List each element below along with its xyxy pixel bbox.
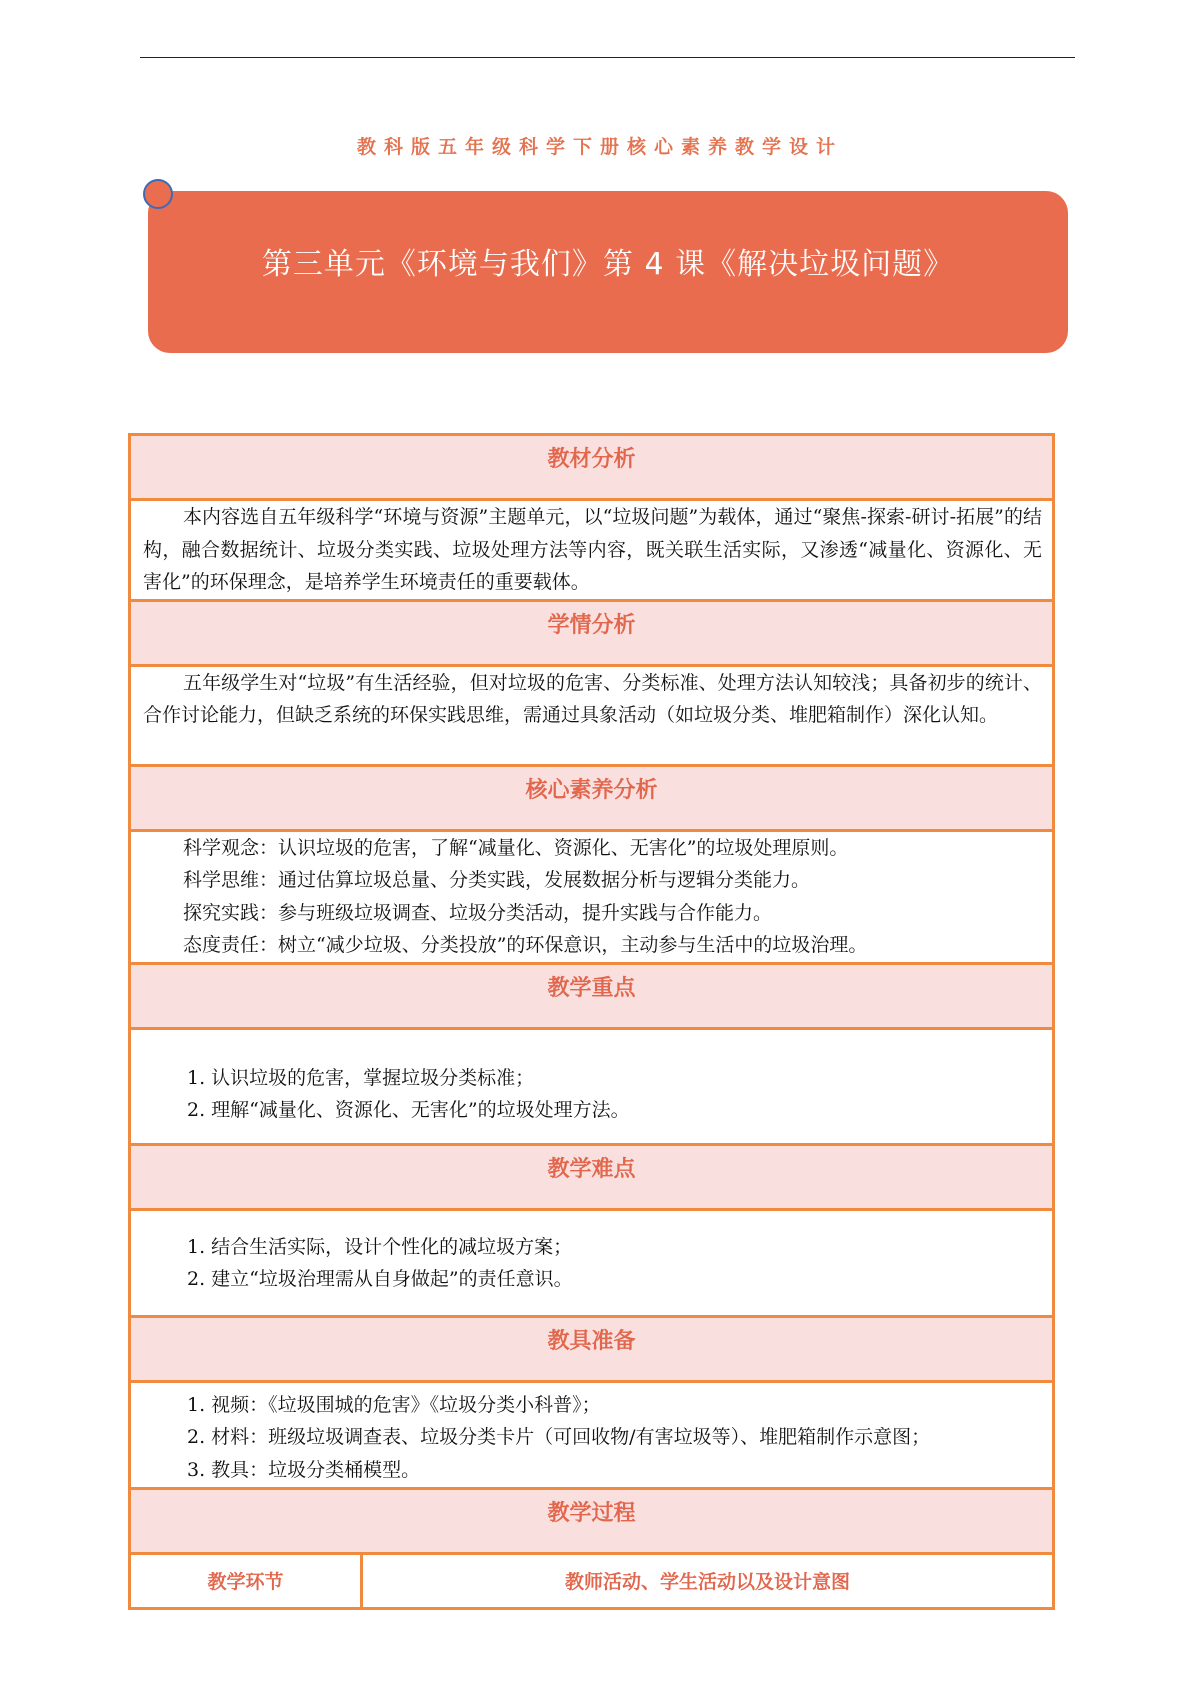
keypoint-item: 1. 认识垃圾的危害，掌握垃圾分类标准； — [187, 1066, 535, 1089]
material-item: 2. 材料：班级垃圾调查表、垃圾分类卡片（可回收物/有害垃圾等）、堆肥箱制作示意图； — [187, 1426, 931, 1448]
keypoint-item: 2. 理解“减量化、资源化、无害化”的垃圾处理方法。 — [187, 1099, 630, 1121]
section-heading-difficulties: 教学难点 — [130, 1144, 1054, 1209]
section-body-keypoints — [130, 1028, 1054, 1144]
literacy-line: 科学思维：通过估算垃圾总量、分类实践，发展数据分析与逻辑分类能力。 — [183, 869, 811, 891]
section-body-materials — [130, 1381, 1054, 1488]
section-heading-materials: 教具准备 — [130, 1316, 1054, 1381]
difficulty-item: 2. 建立“垃圾治理需从自身做起”的责任意识。 — [187, 1268, 573, 1290]
literacy-line: 科学观念：认识垃圾的危害，了解“减量化、资源化、无害化”的垃圾处理原则。 — [183, 836, 849, 859]
column-header-activities: 教师活动、学生活动以及设计意图 — [362, 1553, 1054, 1608]
column-header-stage: 教学环节 — [130, 1553, 362, 1608]
textbook-analysis-text: 本内容选自五年级科学“环境与资源”主题单元，以“垃圾问题”为载体，通过“聚焦-探索-研讨-拓展”的结构，融合数据统计、垃圾分类实践、垃圾处理方法等内容，既关联生活实际，又渗透“减量化、资源化、无害化”的环保理念，是培养学生环境责任的重要载体。 — [143, 506, 1042, 593]
literacy-line: 态度责任：树立“减少垃圾、分类投放”的环保意识，主动参与生活中的垃圾治理。 — [183, 934, 868, 956]
material-item: 3. 教具：垃圾分类桶模型。 — [187, 1458, 421, 1481]
literacy-line: 探究实践：参与班级垃圾调查、垃圾分类活动，提升实践与合作能力。 — [183, 901, 773, 924]
section-body-difficulties — [130, 1209, 1054, 1316]
section-body-literacy — [130, 830, 1054, 963]
section-heading-literacy: 核心素养分析 — [130, 765, 1054, 830]
material-item: 1. 视频：《垃圾围城的危害》《垃圾分类小科普》； — [187, 1393, 601, 1416]
section-heading-process: 教学过程 — [130, 1488, 1054, 1553]
section-heading-textbook: 教材分析 — [130, 435, 1054, 500]
section-heading-learner: 学情分析 — [130, 600, 1054, 665]
section-body-learner — [130, 665, 1054, 765]
series-header: 教科版五年级科学下册核心素养教学设计 — [356, 136, 843, 158]
lesson-plan-table — [128, 433, 1055, 1610]
header-rule — [140, 57, 1075, 58]
difficulty-item: 1. 结合生活实际，设计个性化的减垃圾方案； — [187, 1235, 573, 1258]
section-heading-keypoints: 教学重点 — [130, 963, 1054, 1028]
learner-analysis-text: 五年级学生对“垃圾”有生活经验，但对垃圾的危害、分类标准、处理方法认知较浅；具备初步的统计、合作讨论能力，但缺乏系统的环保实践思维，需通过具象活动（如垃圾分类、堆肥箱制作）深化认知。 — [143, 671, 1042, 726]
lesson-title: 第三单元《环境与我们》第 4 课《解决垃圾问题》 — [261, 247, 955, 282]
title-bullet-circle — [143, 179, 173, 209]
section-body-textbook — [130, 500, 1054, 601]
title-banner — [148, 191, 1068, 353]
